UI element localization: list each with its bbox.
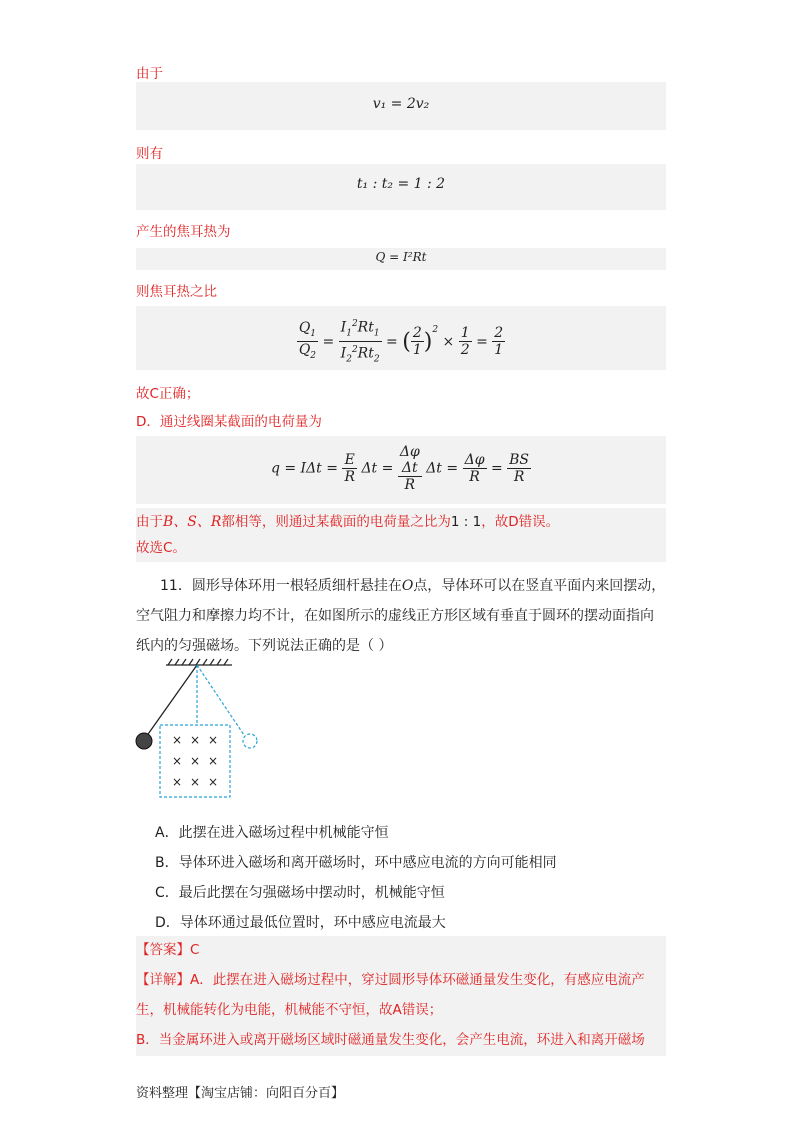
option-d: D．导体环通过最低位置时，环中感应电流最大 [155,915,446,931]
svg-text:×: × [189,775,201,789]
footer-source: 资料整理【淘宝店铺：向阳百分百】 [136,1086,345,1101]
answer-detail-2: 生，机械能转化为电能，机械能不守恒，故A错误； [136,1002,443,1018]
answer-box [136,936,666,1056]
pendulum-rod [146,665,197,737]
equation-box-velocity [136,82,666,130]
svg-text:×: × [189,754,201,768]
svg-text:×: × [171,754,183,768]
field-cross-marks [172,733,218,789]
question-line-1: 11．圆形导体环用一根轻质细杆悬挂在O点，导体环可以在竖直平面内来回摆动， [160,578,666,594]
svg-text:×: × [207,733,219,747]
option-c: C．最后此摆在匀强磁场中摆动时，机械能守恒 [155,885,445,901]
equation-box-charge [136,436,666,504]
pendulum-diagram [130,655,270,805]
text-joule-heat: 产生的焦耳热为 [136,224,231,240]
svg-text:×: × [189,733,201,747]
equation-box-ratio [136,306,666,370]
svg-text:×: × [207,775,219,789]
equation-heat-ratio: $\frac{Q_1}{Q_2}$ = $\frac{I_1^2Rt_1}{I_2^2Rt_2}$ = ( $\frac{2}{1}$ )$^2$ × $\frac{1}{2}$ = $\frac{2}{1}$ [136,316,666,368]
dashed-ring-right [243,734,257,748]
equation-heat: Q = I²Rt [375,250,427,264]
ceiling-hatch [166,659,232,665]
text-c-correct: 故C正确； [136,386,200,402]
text-heat-ratio: 则焦耳热之比 [136,284,217,300]
equation-box-time [136,164,666,210]
equation-charge: q = IΔt = $\frac{E}{R}$ Δt = Δφ Δt R Δt = $\frac{\Delta\varphi}{R}$ = $\frac{BS}{R}$ [270,444,530,493]
text-option-d-charge: D．通过线圈某截面的电荷量为 [136,414,322,430]
answer-tag: 【答案】C [136,942,200,958]
option-a: A．此摆在进入磁场过程中机械能守恒 [155,825,389,841]
conclusion-box [136,508,666,562]
question-line-3: 纸内的匀强磁场。下列说法正确的是（ ） [136,638,393,654]
svg-text:×: × [207,754,219,768]
pendulum-ring-ball [136,733,152,749]
question-line-2: 空气阻力和摩擦力均不计，在如图所示的虚线正方形区域有垂直于圆环的摆动面指向 [136,608,654,624]
answer-detail-3: B．当金属环进入或离开磁场区域时磁通量发生变化，会产生电流，环进入和离开磁场 [136,1032,645,1048]
answer-detail-1: 【详解】A．此摆在进入磁场过程中，穿过圆形导体环磁通量发生变化，有感应电流产 [136,972,645,988]
option-b: B．导体环进入磁场和离开磁场时，环中感应电流的方向可能相同 [155,855,557,871]
svg-text:×: × [171,733,183,747]
text-zeyou: 则有 [136,146,163,162]
equation-velocity: v₁ = 2v₂ [372,96,430,112]
equation-box-heat [136,248,666,270]
equation-time: t₁ : t₂ = 1 : 2 [356,176,446,192]
text-charge-ratio: 由于B、S、R都相等，则通过某截面的电荷量之比为1 : 1，故D错误。 [136,514,560,530]
text-choose-c: 故选C。 [136,540,186,556]
text-youyu-1: 由于 [136,66,163,82]
svg-text:×: × [171,775,183,789]
